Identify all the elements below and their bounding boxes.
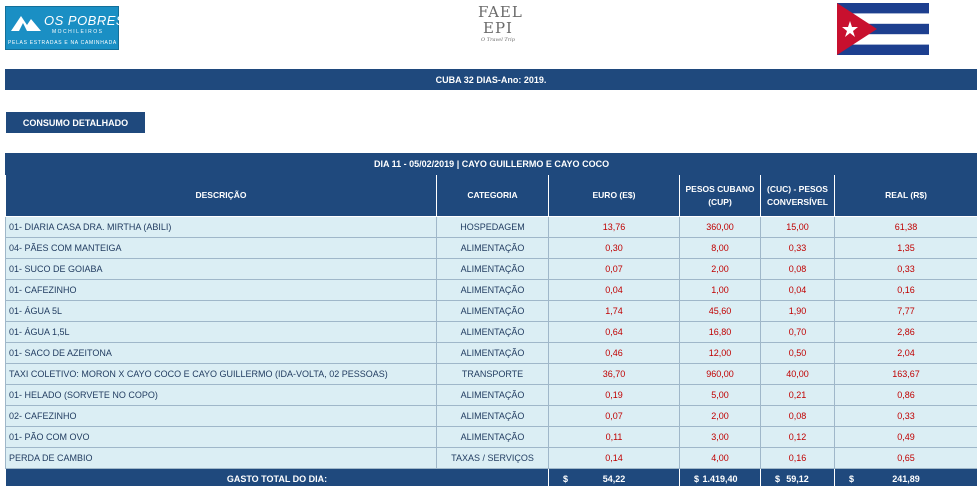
row-cup: 960,00 xyxy=(680,364,761,385)
row-real: 61,38 xyxy=(835,217,977,238)
total-row xyxy=(6,469,977,486)
fael-epi-logo xyxy=(478,3,523,58)
row-cuc: 15,00 xyxy=(761,217,835,238)
row-real: 7,77 xyxy=(835,301,977,322)
row-category: TRANSPORTE xyxy=(437,364,549,385)
column-header-categoria: CATEGORIA xyxy=(437,175,549,217)
row-real: 2,86 xyxy=(835,322,977,343)
row-category: ALIMENTAÇÃO xyxy=(437,280,549,301)
row-description: 01- CAFEZINHO xyxy=(6,280,437,301)
row-real: 2,04 xyxy=(835,343,977,364)
row-category: HOSPEDAGEM xyxy=(437,217,549,238)
row-real: 1,35 xyxy=(835,238,977,259)
row-euro: 0,07 xyxy=(549,259,680,280)
row-euro: 0,04 xyxy=(549,280,680,301)
cuba-flag-icon xyxy=(837,3,929,55)
row-euro: 0,07 xyxy=(549,406,680,427)
row-euro: 0,64 xyxy=(549,322,680,343)
table-row xyxy=(6,280,977,301)
os-pobres-mochileiros-logo xyxy=(5,6,126,50)
row-cuc: 0,33 xyxy=(761,238,835,259)
row-description: 02- CAFEZINHO xyxy=(6,406,437,427)
column-header-cuc-line1: (CUC) - PESOS xyxy=(767,183,828,194)
row-cup: 45,60 xyxy=(680,301,761,322)
table-row xyxy=(6,448,977,469)
table-row xyxy=(6,406,977,427)
column-header-euro: EURO (E$) xyxy=(549,175,680,217)
row-cuc: 0,04 xyxy=(761,280,835,301)
total-cup: $ 1.419,40 xyxy=(680,469,761,486)
table-row xyxy=(6,238,977,259)
row-description: 01- DIARIA CASA DRA. MIRTHA (ABILI) xyxy=(6,217,437,238)
logo-center-line2: EPI xyxy=(483,19,513,37)
row-description: PERDA DE CAMBIO xyxy=(6,448,437,469)
row-euro: 13,76 xyxy=(549,217,680,238)
row-real: 0,16 xyxy=(835,280,977,301)
table-row xyxy=(6,322,977,343)
row-euro: 36,70 xyxy=(549,364,680,385)
total-label: GASTO TOTAL DO DIA: xyxy=(6,469,549,486)
row-cuc: 0,21 xyxy=(761,385,835,406)
row-cuc: 1,90 xyxy=(761,301,835,322)
row-description: 01- PÃO COM OVO xyxy=(6,427,437,448)
row-euro: 0,14 xyxy=(549,448,680,469)
column-header-descricao: DESCRIÇÃO xyxy=(6,175,437,217)
column-header-cup-line1: PESOS CUBANO xyxy=(685,183,755,194)
title-main: CUBA 32 DIAS xyxy=(435,74,498,85)
table-row xyxy=(6,427,977,448)
logo-tagline: PELAS ESTRADAS E NA CAMINHADA xyxy=(8,40,117,46)
row-description: 01- ÁGUA 1,5L xyxy=(6,322,437,343)
column-header-real: REAL (R$) xyxy=(835,175,977,217)
row-category: TAXAS / SERVIÇOS xyxy=(437,448,549,469)
row-cuc: 0,08 xyxy=(761,259,835,280)
row-real: 0,33 xyxy=(835,406,977,427)
row-description: TAXI COLETIVO: MORON X CAYO COCO E CAYO GUILLERMO (IDA-VOLTA, 02 PESSOAS) xyxy=(6,364,437,385)
row-cuc: 0,16 xyxy=(761,448,835,469)
table-row xyxy=(6,343,977,364)
row-cup: 3,00 xyxy=(680,427,761,448)
row-description: 04- PÃES COM MANTEIGA xyxy=(6,238,437,259)
logo-brand-subtext: MOCHILEIROS xyxy=(52,29,104,35)
day-title: DIA 11 - 05/02/2019 | CAYO GUILLERMO E CAYO COCO xyxy=(6,154,977,175)
row-cuc: 0,12 xyxy=(761,427,835,448)
table-row xyxy=(6,301,977,322)
mountain-logo-icon xyxy=(11,13,41,31)
row-real: 0,33 xyxy=(835,259,977,280)
logo-center-line3: O Travel Trip xyxy=(481,37,515,43)
row-cuc: 0,50 xyxy=(761,343,835,364)
row-euro: 0,11 xyxy=(549,427,680,448)
row-cup: 5,00 xyxy=(680,385,761,406)
column-header-cuc xyxy=(761,175,835,217)
row-cup: 360,00 xyxy=(680,217,761,238)
row-category: ALIMENTAÇÃO xyxy=(437,301,549,322)
row-cup: 12,00 xyxy=(680,343,761,364)
table-row xyxy=(6,385,977,406)
row-category: ALIMENTAÇÃO xyxy=(437,238,549,259)
row-category: ALIMENTAÇÃO xyxy=(437,343,549,364)
consumo-detalhado-button[interactable]: CONSUMO DETALHADO xyxy=(6,112,145,133)
row-cuc: 40,00 xyxy=(761,364,835,385)
row-category: ALIMENTAÇÃO xyxy=(437,427,549,448)
page-title-bar xyxy=(5,69,977,90)
row-real: 0,65 xyxy=(835,448,977,469)
row-euro: 0,46 xyxy=(549,343,680,364)
table-row xyxy=(6,217,977,238)
row-description: 01- ÁGUA 5L xyxy=(6,301,437,322)
row-real: 163,67 xyxy=(835,364,977,385)
title-separator: - xyxy=(497,74,501,85)
row-description: 01- SACO DE AZEITONA xyxy=(6,343,437,364)
column-header-cuc-line2: CONVERSÍVEL xyxy=(767,196,828,207)
row-euro: 0,30 xyxy=(549,238,680,259)
row-cup: 1,00 xyxy=(680,280,761,301)
row-euro: 0,19 xyxy=(549,385,680,406)
row-cup: 16,80 xyxy=(680,322,761,343)
row-cup: 2,00 xyxy=(680,406,761,427)
total-cuc: $ 59,12 xyxy=(761,469,835,486)
row-cuc: 0,70 xyxy=(761,322,835,343)
logo-brand-text: OS POBRES xyxy=(44,13,126,28)
row-category: ALIMENTAÇÃO xyxy=(437,406,549,427)
table-row xyxy=(6,364,977,385)
title-year: Ano: 2019. xyxy=(500,74,547,85)
row-cuc: 0,08 xyxy=(761,406,835,427)
row-cup: 8,00 xyxy=(680,238,761,259)
expense-table-container xyxy=(5,153,977,486)
column-header-cup-line2: (CUP) xyxy=(708,196,732,207)
row-cup: 2,00 xyxy=(680,259,761,280)
row-euro: 1,74 xyxy=(549,301,680,322)
row-real: 0,49 xyxy=(835,427,977,448)
total-euro: $ 54,22 xyxy=(549,469,680,486)
row-description: 01- HELADO (SORVETE NO COPO) xyxy=(6,385,437,406)
expense-rows xyxy=(6,217,977,469)
row-category: ALIMENTAÇÃO xyxy=(437,385,549,406)
row-description: 01- SUCO DE GOIABA xyxy=(6,259,437,280)
total-real: $ 241,89 xyxy=(835,469,977,486)
logo-center-line1: FAEL xyxy=(478,3,523,21)
expense-table xyxy=(5,153,977,486)
row-real: 0,86 xyxy=(835,385,977,406)
column-header-cup xyxy=(680,175,761,217)
table-row xyxy=(6,259,977,280)
row-cup: 4,00 xyxy=(680,448,761,469)
row-category: ALIMENTAÇÃO xyxy=(437,259,549,280)
row-category: ALIMENTAÇÃO xyxy=(437,322,549,343)
